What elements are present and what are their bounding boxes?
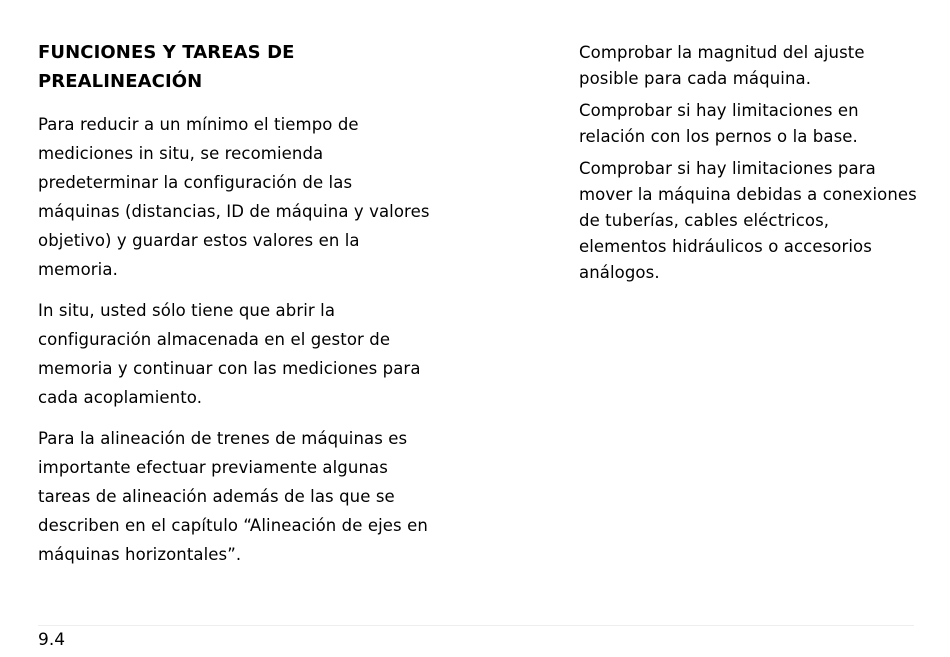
section-heading: FUNCIONES Y TAREAS DE PREALINEACIÓN xyxy=(38,42,295,92)
check-bolts-paragraph: Comprobar si hay limitaciones en relación con los pernos o la base. xyxy=(579,101,859,146)
machine-train-paragraph: Para la alineación de trenes de máquinas es importante efectuar previamente algunas tareas de alineación además de las que se describen en el capítulo “Alineación de ejes en máquinas horizontales”. xyxy=(38,429,428,564)
left-column xyxy=(38,38,438,581)
onsite-paragraph: In situ, usted sólo tiene que abrir la configuración almacenada en el gestor de memoria y continuar con las mediciones para cada acoplamiento. xyxy=(38,301,421,407)
footer-divider xyxy=(38,625,914,626)
check-movement-paragraph: Comprobar si hay limitaciones para mover la máquina debidas a conexiones de tuberías, cables eléctricos, elementos hidráulicos o accesorios análogos. xyxy=(579,159,917,282)
right-column xyxy=(579,40,919,292)
intro-paragraph: Para reducir a un mínimo el tiempo de mediciones in situ, se recomienda predeterminar la configuración de las máquinas (distancias, ID de máquina y valores objetivo) y guardar estos valores en la memoria. xyxy=(38,115,430,279)
page-number: 9.4 xyxy=(38,630,66,650)
check-adjustment-paragraph: Comprobar la magnitud del ajuste posible para cada máquina. xyxy=(579,43,865,88)
